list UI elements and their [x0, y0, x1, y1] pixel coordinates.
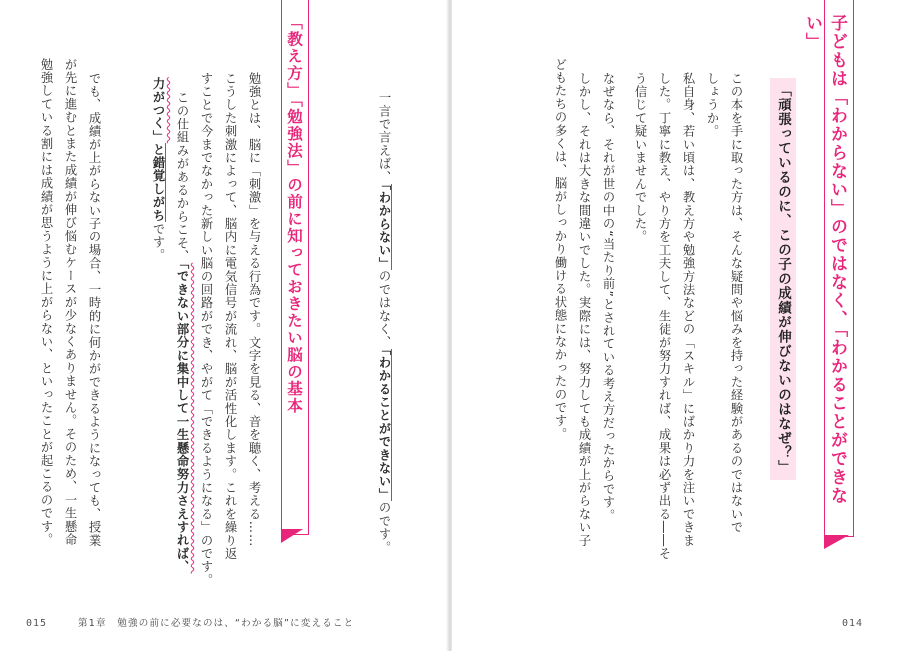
- emphasis-wakaranai: 「わからない」: [377, 183, 391, 270]
- page-number: 015: [26, 618, 48, 629]
- running-head: 第1章 勉強の前に必要なのは、“わかる脳”に変えること: [78, 618, 355, 629]
- left-page: [0, 0, 448, 651]
- text-run: どもたちの多くは、脳がしっかり働ける状態になかったのです。: [553, 58, 567, 441]
- body-column: [628, 72, 652, 244]
- text-run: のではなく、: [377, 269, 391, 350]
- body-column: [548, 58, 572, 441]
- body-column: [724, 72, 748, 534]
- emphasis-sakkaku: と錯覚しがち: [151, 143, 165, 223]
- page-number: 014: [842, 618, 864, 629]
- heading-text: のではなく、: [827, 217, 847, 329]
- section-heading: [281, 0, 309, 535]
- text-run: した。丁寧に教え、やり方を工夫して、生徒が努力すれば、成果は必ず出る――そ: [657, 72, 671, 561]
- text-run: しかし、それは大きな間違いでした。実際には、努力しても成績が上がらない子: [577, 72, 591, 548]
- text-run: 私自身、若い頃は、教え方や勉強方法などの「スキル」にばかり力を注いできま: [681, 72, 695, 548]
- text-run: でも、成績が上がらない子の場合、一時的に何かができるようになっても、授業: [87, 72, 101, 548]
- emphasis-chikara: 力がつく」: [151, 77, 165, 144]
- emphasis-effort: 「できない部分に集中して一生懸命努力さえすれば、: [175, 262, 189, 574]
- body-column: [242, 72, 266, 547]
- body-column: [58, 58, 82, 546]
- text-run: しょうか。: [705, 72, 719, 138]
- text-run: こうした刺激によって、脳内に電気信号が流れ、脳が活性化します。これを繰り返: [223, 72, 237, 561]
- text-run: が先に進むとまた成績が伸び悩むケースが少なくありません。そのため、一生懸命: [63, 58, 77, 547]
- chapter-heading: [802, 0, 854, 537]
- text-run: です。: [151, 222, 165, 263]
- body-column: [218, 72, 242, 560]
- body-column: [596, 72, 620, 522]
- text-run: う信じて疑いませんでした。: [633, 72, 647, 244]
- text-run: 勉強とは、脳に「刺激」を与える行為です。文字を見る、音を聴く、考える……: [247, 72, 261, 548]
- body-column: [34, 58, 58, 546]
- heading-corner-mark: [281, 529, 303, 543]
- text-run: なぜなら、それが世の中の“当たり前”とされている考え方だったからです。: [601, 72, 615, 523]
- text-run: のです。: [377, 501, 391, 555]
- heading-text: 「わかることができない」: [802, 14, 847, 505]
- subheading: 「頑張っているのに、この子の成績が伸びないのはなぜ？」: [770, 78, 796, 480]
- text-run: 一言で言えば、: [377, 91, 391, 184]
- text-run: この仕組みがあるからこそ、: [175, 91, 189, 263]
- text-run: すことで今までなかった新しい脳の回路ができ、やがて「できるようになる」のです。: [199, 72, 213, 587]
- body-column: [676, 72, 700, 547]
- body-column: [82, 72, 106, 547]
- body-column: [348, 72, 420, 554]
- heading-text: 子どもは: [827, 14, 847, 88]
- heading-corner-mark: [824, 535, 849, 549]
- body-column: [652, 72, 676, 560]
- text-run: この本を手に取った方は、そんな疑問や悩みを持った経験があるのではないで: [729, 72, 743, 534]
- right-page: [452, 0, 900, 651]
- body-column: [122, 58, 194, 262]
- section-heading-text: 「教え方」「勉強法」の前に知っておきたい脳の基本: [285, 14, 303, 415]
- body-column: [572, 72, 596, 547]
- heading-text: 「わからない」: [827, 88, 847, 218]
- emphasis-wakaru-dekinai: 「わかることができない」: [377, 349, 391, 502]
- body-column: [700, 72, 724, 138]
- text-run: 勉強している割には成績が思うように上がらない、といったことが起こるのです。: [39, 58, 53, 547]
